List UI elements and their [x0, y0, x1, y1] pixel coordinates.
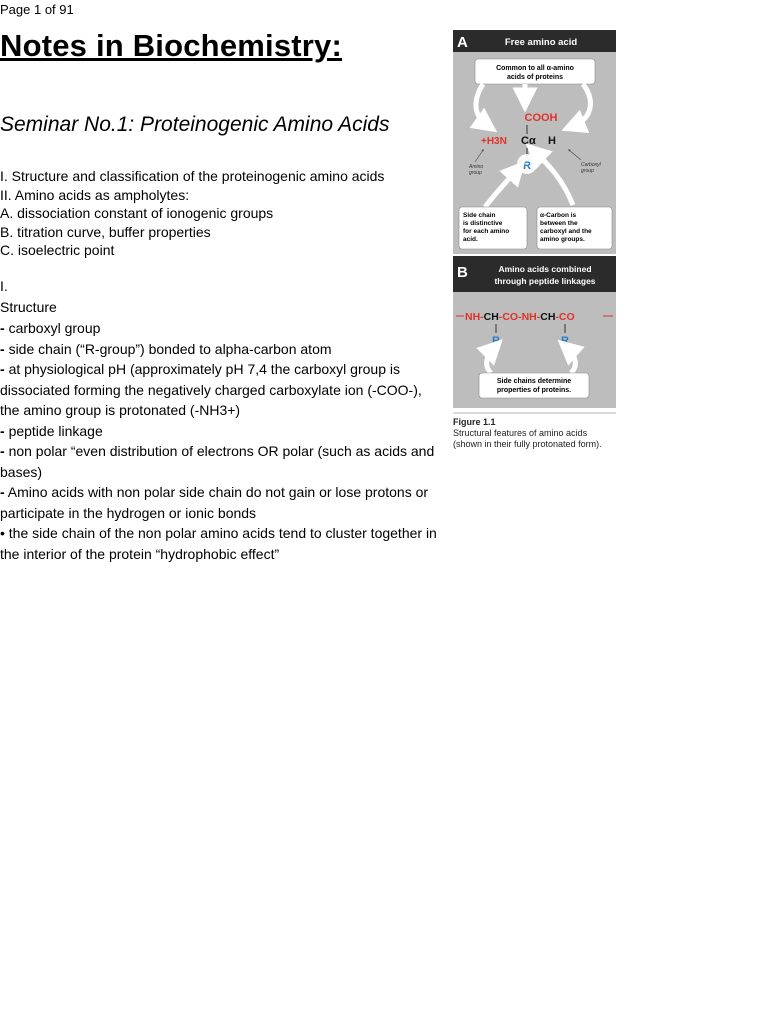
caption-text: (shown in their fully protonated form).: [453, 439, 602, 449]
figure-illustration: [453, 30, 616, 415]
cooh-group: COOH: [524, 112, 558, 124]
list-item: [0, 421, 440, 442]
list-item: [0, 339, 440, 360]
amino-group-label: group: [469, 170, 482, 176]
side-chain-text: for each amino: [463, 228, 510, 235]
panel-b-letter: B: [457, 264, 468, 281]
side-chains-text: properties of proteins.: [496, 387, 572, 394]
outline: [0, 167, 440, 260]
side-chain-text: is distinctive: [463, 220, 503, 227]
bullet-marker: -: [0, 443, 5, 459]
panel-a-title: Free amino acid: [504, 37, 578, 48]
amino-acid-figure: [453, 30, 616, 450]
chain-part: CH: [540, 311, 556, 323]
r-group: R: [523, 160, 531, 172]
bullet-text: side chain (“R-group”) bonded to alpha-carbon atom: [8, 340, 332, 357]
panel-b-title: Amino acids combined: [498, 264, 592, 274]
section-marker: I.: [0, 278, 8, 294]
panel-a-letter: A: [457, 34, 468, 51]
common-callout-line: Common to all α-amino: [496, 65, 574, 72]
list-item: [0, 523, 440, 564]
outline-item: II. Amino acids as ampholytes:: [0, 186, 190, 203]
alpha-carbon-text: α-Carbon is: [540, 212, 577, 219]
figure-caption: [453, 417, 616, 450]
side-chain-text: acid.: [463, 236, 478, 243]
structure-section: [0, 276, 440, 564]
list-item: [0, 318, 440, 339]
amino-group: +H3N: [481, 136, 507, 147]
bullet-text: at physiological pH (approximately pH 7,4 the carboxyl group is dissociated forming the negatively charged carboxylate ion (-COO-), the amino group is protonated (-NH3+): [0, 361, 422, 418]
bullet-marker: •: [0, 525, 5, 541]
caption-label: Figure 1.1: [453, 417, 496, 427]
bullet-marker: -: [0, 361, 5, 377]
bullet-list: [0, 318, 440, 564]
r-group: R: [492, 335, 500, 347]
alpha-carbon: Cα: [521, 135, 536, 147]
caption-text: Structural features of amino acids: [453, 428, 588, 438]
hydrogen: H: [548, 135, 556, 147]
outline-item: C. isoelectric point: [0, 242, 115, 258]
alpha-carbon-text: between the: [540, 220, 578, 227]
chain-part: -CO-NH-: [498, 311, 541, 323]
bullet-text: the side chain of the non polar amino acids tend to cluster together in the interior of the protein “hydrophobic effect”: [0, 525, 437, 562]
outline-item: B. titration curve, buffer properties: [0, 223, 211, 240]
bullet-marker: -: [0, 320, 5, 336]
bullet-marker: -: [0, 484, 5, 500]
bullet-text: peptide linkage: [8, 422, 103, 439]
bullet-marker: -: [0, 422, 5, 439]
list-item: [0, 359, 440, 421]
chain-part: -CO: [555, 311, 575, 323]
bullet-text: Amino acids with non polar side chain do not gain or lose protons or participate in the hydrogen or ionic bonds: [0, 484, 429, 521]
list-item: [0, 482, 440, 523]
alpha-carbon-text: amino groups.: [540, 236, 585, 243]
bullet-marker: -: [0, 340, 5, 357]
amino-group-label: Amino: [469, 164, 484, 170]
page-indicator: Page 1 of 91: [0, 2, 74, 17]
side-chains-callout: [479, 373, 589, 398]
list-item: [0, 441, 440, 482]
outline-item: I. Structure and classification of the proteinogenic amino acids: [0, 168, 385, 184]
alpha-carbon-text: carboxyl and the: [540, 228, 592, 235]
chain-part: NH-: [465, 311, 484, 323]
side-chains-text: Side chains determine: [496, 378, 572, 385]
section-heading: Structure: [0, 299, 57, 315]
peptide-chain: [465, 311, 575, 323]
panel-b-title: through peptide linkages: [494, 276, 596, 286]
bullet-text: non polar “even distribution of electrons OR polar (such as acids and bases): [0, 443, 435, 480]
carboxyl-group-label: group: [581, 168, 594, 174]
seminar-title: Seminar No.1: Proteinogenic Amino Acids: [0, 113, 390, 136]
outline-item: A. dissociation constant of ionogenic groups: [0, 205, 274, 221]
bullet-text: carboxyl group: [8, 320, 101, 336]
document-title: Notes in Biochemistry:: [0, 28, 343, 63]
carboxyl-group-label: Carboxyl: [581, 162, 601, 168]
r-group: R: [561, 335, 569, 347]
chain-part: CH: [483, 311, 499, 323]
common-callout-line: acids of proteins: [506, 74, 564, 81]
side-chain-text: Side chain: [463, 212, 496, 219]
panel-b-header: [453, 256, 616, 292]
